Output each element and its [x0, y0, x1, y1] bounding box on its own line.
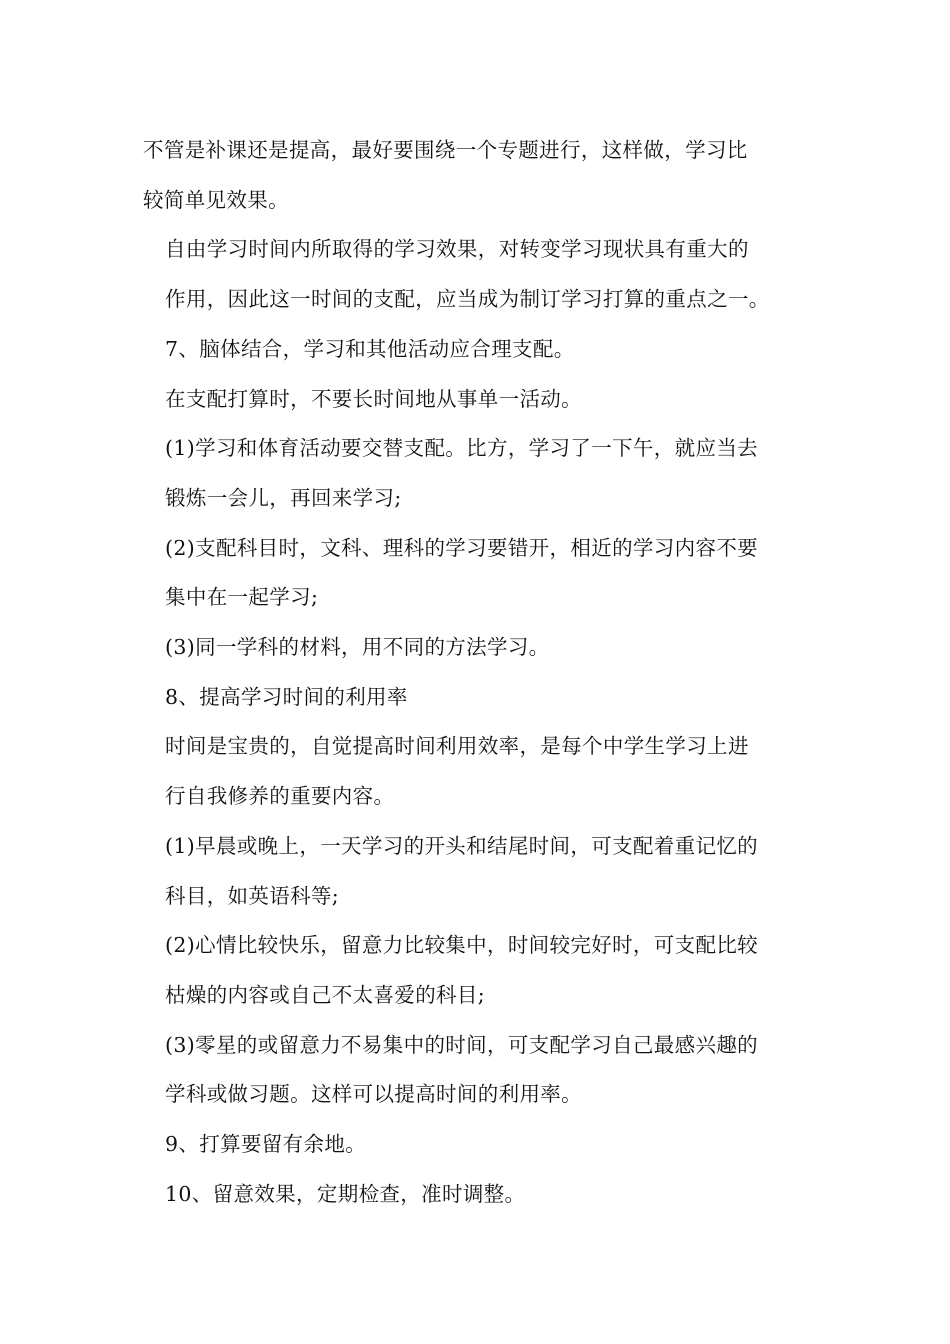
paragraph: [143, 524, 808, 623]
text-line: (3)同一学科的材料，用不同的方法学习。: [165, 635, 550, 660]
text-line: 学科或做习题。这样可以提高时间的利用率。: [165, 1082, 582, 1107]
paragraph: [143, 623, 808, 673]
text-line: 自由学习时间内所取得的学习效果，对转变学习现状具有重大的: [165, 237, 749, 262]
text-line: 枯燥的内容或自己不太喜爱的科目;: [165, 982, 486, 1007]
paragraph: [143, 673, 808, 723]
paragraph: [143, 424, 808, 523]
paragraph: [143, 1170, 808, 1220]
paragraph: [143, 325, 808, 375]
text-line: (1)早晨或晚上，一天学习的开头和结尾时间，可支配着重记忆的: [165, 833, 759, 858]
paragraph: [143, 1120, 808, 1170]
paragraph: [143, 375, 808, 425]
text-line: 在支配打算时，不要长时间地从事单一活动。: [165, 386, 582, 411]
text-line: 较简单见效果。: [143, 187, 289, 212]
text-line: 10、留意效果，定期检查，准时调整。: [165, 1181, 526, 1206]
paragraph: [143, 126, 808, 225]
text-line: 锻炼一会儿，再回来学习;: [165, 485, 402, 510]
text-line: (3)零星的或留意力不易集中的时间，可支配学习自己最感兴趣的: [165, 1032, 759, 1057]
document-body: [143, 126, 808, 1219]
text-line: 时间是宝贵的，自觉提高时间利用效率，是每个中学生学习上进: [165, 734, 749, 759]
text-line: 8、提高学习时间的利用率: [165, 684, 408, 709]
text-line: 9、打算要留有余地。: [165, 1132, 367, 1157]
text-line: 集中在一起学习;: [165, 585, 319, 610]
paragraph: [143, 1021, 808, 1120]
text-line: (2)支配科目时，文科、理科的学习要错开，相近的学习内容不要: [165, 535, 759, 560]
text-line: 不管是补课还是提高，最好要围绕一个专题进行，这样做，学习比: [143, 138, 748, 162]
text-line: (1)学习和体育活动要交替支配。比方，学习了一下午，就应当去: [165, 436, 759, 461]
paragraph: [143, 225, 808, 324]
paragraph: [143, 921, 808, 1020]
text-line: (2)心情比较快乐，留意力比较集中，时间较完好时，可支配比较: [165, 933, 759, 958]
text-line: 行自我修养的重要内容。: [165, 784, 395, 809]
paragraph: [143, 822, 808, 921]
paragraph: [143, 722, 808, 821]
text-line: 科目，如英语科等;: [165, 883, 340, 908]
text-line: 作用，因此这一时间的支配，应当成为制订学习打算的重点之一。: [165, 287, 770, 312]
text-line: 7、脑体结合，学习和其他活动应合理支配。: [165, 336, 575, 361]
